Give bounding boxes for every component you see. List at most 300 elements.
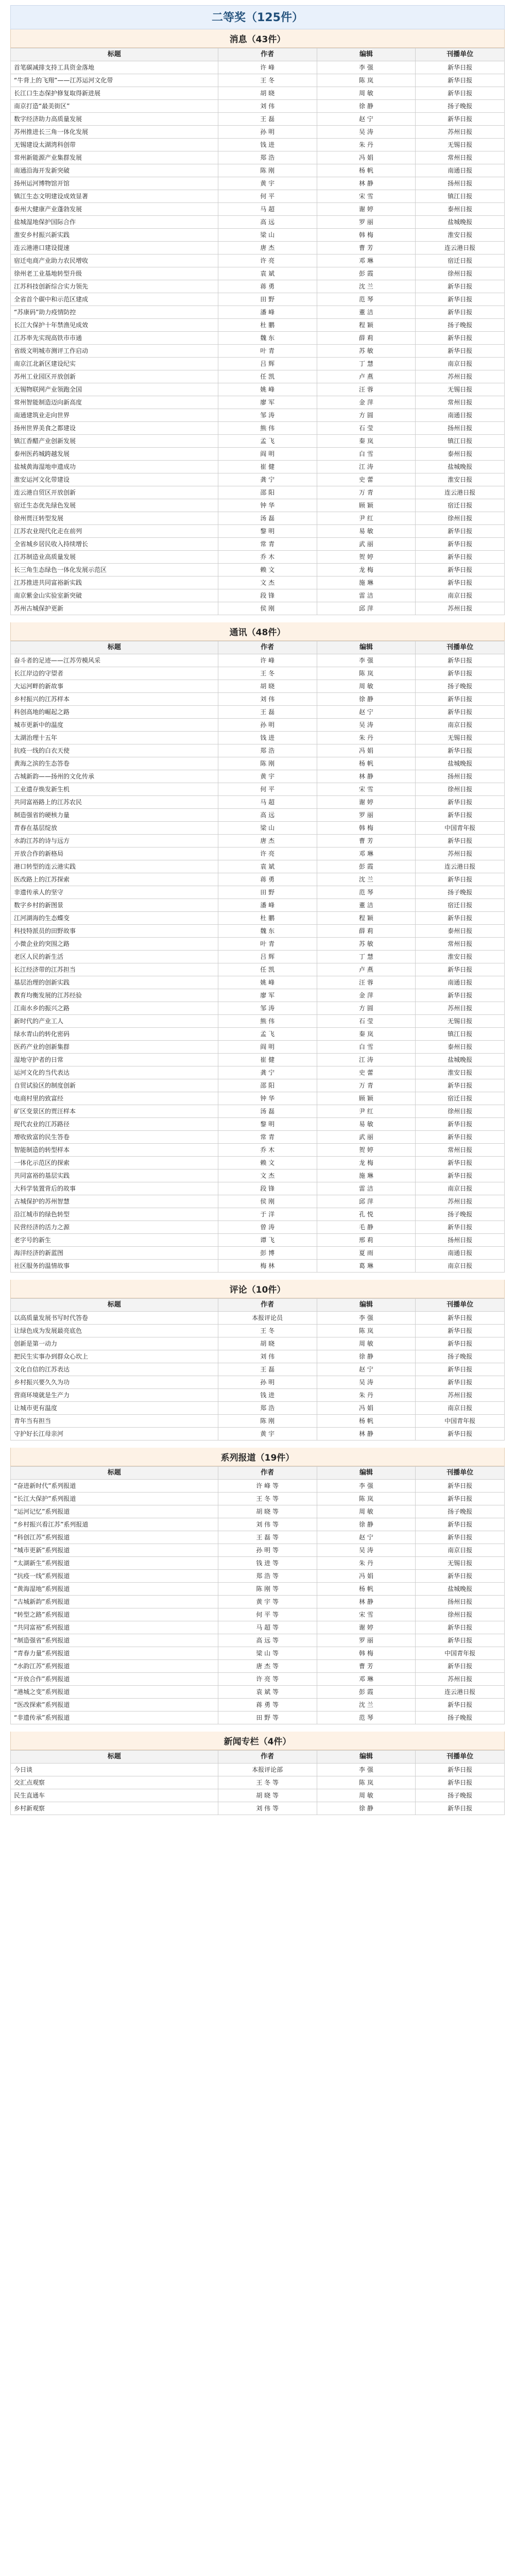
cell-author: 唐 杰 等: [218, 1660, 317, 1673]
cell-title: “太湖新生”系列报道: [11, 1557, 218, 1570]
cell-unit: 扬子晚报: [416, 1789, 505, 1802]
cell-editor: 易 敏: [317, 1118, 416, 1131]
table-row: [11, 242, 505, 255]
column-header-unit: 刊播单位: [416, 1467, 505, 1480]
cell-author: 马 超: [218, 203, 317, 216]
cell-author: 赖 文: [218, 564, 317, 577]
cell-author: 钱 进 等: [218, 1557, 317, 1570]
cell-unit: 新华日报: [416, 1312, 505, 1325]
cell-unit: 新华日报: [416, 1493, 505, 1505]
cell-editor: 范 琴: [317, 1711, 416, 1724]
cell-unit: 南通日报: [416, 976, 505, 989]
table-row: [11, 1480, 505, 1493]
cell-author: 姚 峰: [218, 976, 317, 989]
table-row: [11, 1221, 505, 1234]
column-header-title: 标题: [11, 1299, 218, 1312]
table-row: [11, 1002, 505, 1015]
cell-editor: 吴 涛: [317, 1544, 416, 1557]
cell-author: 孟 飞: [218, 1028, 317, 1041]
table-row: [11, 332, 505, 345]
award-table: [10, 1750, 505, 1815]
table-row: [11, 1079, 505, 1092]
table-row: [11, 126, 505, 139]
cell-unit: 新华日报: [416, 345, 505, 358]
cell-title: 医改路上的江苏探索: [11, 873, 218, 886]
table-row: [11, 319, 505, 332]
cell-editor: 邱 萍: [317, 1195, 416, 1208]
cell-title: 南通建筑业走向世界: [11, 409, 218, 422]
cell-author: 田 野: [218, 886, 317, 899]
cell-editor: 程 颖: [317, 319, 416, 332]
cell-unit: 新华日报: [416, 1221, 505, 1234]
cell-editor: 范 琴: [317, 293, 416, 306]
cell-title: 江南水乡的振兴之路: [11, 1002, 218, 1015]
table-row: [11, 87, 505, 100]
cell-editor: 武 丽: [317, 1131, 416, 1144]
cell-unit: 新华日报: [416, 280, 505, 293]
table-row: [11, 190, 505, 203]
table-row: [11, 1350, 505, 1363]
cell-title: 南通沿海开发新突破: [11, 164, 218, 177]
table-row: [11, 1789, 505, 1802]
cell-editor: 邓 琳: [317, 255, 416, 267]
table-row: [11, 1493, 505, 1505]
cell-unit: 盐城晚报: [416, 1054, 505, 1066]
table-row: [11, 267, 505, 280]
award-sections: [10, 29, 505, 1822]
cell-editor: 曹 芳: [317, 1660, 416, 1673]
cell-unit: 中国青年报: [416, 1647, 505, 1660]
cell-unit: 新华日报: [416, 1764, 505, 1776]
table-row: [11, 1182, 505, 1195]
table-header-row: [11, 641, 505, 654]
cell-title: 连云港港口建设提速: [11, 242, 218, 255]
cell-unit: 新华日报: [416, 667, 505, 680]
cell-unit: 新华日报: [416, 873, 505, 886]
cell-unit: 徐州日报: [416, 267, 505, 280]
table-row: [11, 551, 505, 564]
table-row: [11, 1570, 505, 1583]
cell-author: 高 远 等: [218, 1634, 317, 1647]
cell-title: 扬州运河博物馆开馆: [11, 177, 218, 190]
table-row: [11, 499, 505, 512]
cell-unit: 扬子晚报: [416, 680, 505, 693]
cell-title: 教育均衡发展的江苏经验: [11, 989, 218, 1002]
table-row: [11, 1105, 505, 1118]
cell-editor: 吴 涛: [317, 1376, 416, 1389]
cell-author: 刘 伟 等: [218, 1802, 317, 1815]
cell-author: 常 青: [218, 1131, 317, 1144]
cell-unit: 新华日报: [416, 1376, 505, 1389]
cell-author: 孙 明: [218, 126, 317, 139]
section-title: 系列报道（19件）: [10, 1448, 505, 1466]
cell-unit: 无锡日报: [416, 383, 505, 396]
cell-author: 刘 伟: [218, 100, 317, 113]
cell-author: 何 平 等: [218, 1608, 317, 1621]
cell-editor: 葛 琳: [317, 1260, 416, 1273]
cell-title: 共同富裕路上的江苏农民: [11, 796, 218, 809]
cell-author: 任 凯: [218, 370, 317, 383]
cell-title: 泰州医药城跨越发展: [11, 448, 218, 461]
cell-title: 民生直通车: [11, 1789, 218, 1802]
cell-title: 以高质量发展书写时代答卷: [11, 1312, 218, 1325]
cell-editor: 彭 霞: [317, 267, 416, 280]
cell-editor: 尹 红: [317, 1105, 416, 1118]
table-row: [11, 229, 505, 242]
cell-editor: 宋 雪: [317, 190, 416, 203]
cell-editor: 邱 萍: [317, 602, 416, 615]
cell-editor: 彭 霞: [317, 860, 416, 873]
cell-author: 熊 伟: [218, 422, 317, 435]
cell-editor: 石 莹: [317, 1015, 416, 1028]
table-row: [11, 113, 505, 126]
column-header-title: 标题: [11, 641, 218, 654]
cell-author: 梁 山: [218, 229, 317, 242]
cell-unit: 新华日报: [416, 706, 505, 719]
cell-title: 抗疫一线的白衣天使: [11, 744, 218, 757]
cell-editor: 曹 芳: [317, 835, 416, 848]
cell-author: 本报评论部: [218, 1764, 317, 1776]
cell-unit: 扬子晚报: [416, 1350, 505, 1363]
cell-author: 胡 晓: [218, 87, 317, 100]
cell-author: 邹 涛: [218, 1002, 317, 1015]
cell-author: 孙 明: [218, 719, 317, 732]
column-header-unit: 刊播单位: [416, 1751, 505, 1764]
cell-author: 高 远: [218, 809, 317, 822]
table-row: [11, 848, 505, 860]
cell-editor: 史 蕾: [317, 473, 416, 486]
table-row: [11, 409, 505, 422]
table-row: [11, 1531, 505, 1544]
cell-title: 乡村振兴的江苏样本: [11, 693, 218, 706]
table-row: [11, 1118, 505, 1131]
cell-author: 龚 宁: [218, 1066, 317, 1079]
cell-title: 守护好长江母亲河: [11, 1428, 218, 1440]
table-row: [11, 1428, 505, 1440]
cell-author: 蒋 勇: [218, 280, 317, 293]
cell-title: 绿水青山的转化密码: [11, 1028, 218, 1041]
cell-unit: 南通日报: [416, 409, 505, 422]
cell-author: 许 亮: [218, 255, 317, 267]
cell-editor: 沈 兰: [317, 280, 416, 293]
cell-unit: 镇江日报: [416, 435, 505, 448]
table-row: [11, 938, 505, 951]
cell-title: 大运河畔的新故事: [11, 680, 218, 693]
cell-unit: 新华日报: [416, 1337, 505, 1350]
cell-author: 文 杰: [218, 1170, 317, 1182]
cell-editor: 沈 兰: [317, 873, 416, 886]
cell-unit: 常州日报: [416, 938, 505, 951]
cell-unit: 常州日报: [416, 1144, 505, 1157]
table-row: [11, 1711, 505, 1724]
table-header-row: [11, 1467, 505, 1480]
cell-unit: 新华日报: [416, 551, 505, 564]
cell-unit: 扬子晚报: [416, 1711, 505, 1724]
cell-unit: 苏州日报: [416, 602, 505, 615]
cell-author: 孟 飞: [218, 435, 317, 448]
cell-editor: 谢 婷: [317, 203, 416, 216]
section-spacer: [10, 1724, 505, 1732]
cell-editor: 施 琳: [317, 577, 416, 589]
table-row: [11, 435, 505, 448]
cell-author: 钱 进: [218, 139, 317, 151]
table-row: [11, 1195, 505, 1208]
cell-title: 现代农业的江苏路径: [11, 1118, 218, 1131]
cell-author: 于 洋: [218, 1208, 317, 1221]
cell-title: 奋斗者的足迹——江苏劳模风采: [11, 654, 218, 667]
cell-author: 孙 明 等: [218, 1544, 317, 1557]
table-row: [11, 1015, 505, 1028]
cell-unit: 新华日报: [416, 796, 505, 809]
cell-title: “转型之路”系列报道: [11, 1608, 218, 1621]
cell-title: 电商村里的致富经: [11, 1092, 218, 1105]
table-row: [11, 1583, 505, 1596]
cell-editor: 万 青: [317, 486, 416, 499]
cell-title: 让绿色成为发展最亮底色: [11, 1325, 218, 1337]
cell-title: 无锡建设太湖湾科创带: [11, 139, 218, 151]
cell-author: 王 冬: [218, 74, 317, 87]
cell-editor: 周 敏: [317, 1789, 416, 1802]
cell-unit: 盐城晚报: [416, 757, 505, 770]
table-row: [11, 177, 505, 190]
table-row: [11, 203, 505, 216]
section-title: 通讯（48件）: [10, 622, 505, 641]
cell-unit: 扬子晚报: [416, 886, 505, 899]
column-header-unit: 刊播单位: [416, 641, 505, 654]
cell-author: 黎 明: [218, 525, 317, 538]
cell-author: 吕 辉: [218, 951, 317, 963]
table-row: [11, 486, 505, 499]
cell-author: 许 亮: [218, 848, 317, 860]
cell-editor: 卢 燕: [317, 963, 416, 976]
cell-title: 运河文化的当代表达: [11, 1066, 218, 1079]
cell-editor: 陈 岚: [317, 1493, 416, 1505]
column-header-title: 标题: [11, 48, 218, 61]
cell-unit: 苏州日报: [416, 1195, 505, 1208]
cell-title: 苏州古城保护更新: [11, 602, 218, 615]
table-row: [11, 693, 505, 706]
cell-author: 马 超: [218, 796, 317, 809]
cell-editor: 徐 静: [317, 1350, 416, 1363]
table-row: [11, 1402, 505, 1415]
cell-unit: 南京日报: [416, 1402, 505, 1415]
cell-unit: 新华日报: [416, 113, 505, 126]
cell-unit: 新华日报: [416, 564, 505, 577]
cell-editor: 赵 宁: [317, 113, 416, 126]
cell-author: 侯 刚: [218, 602, 317, 615]
cell-unit: 无锡日报: [416, 139, 505, 151]
cell-unit: 新华日报: [416, 1118, 505, 1131]
table-row: [11, 822, 505, 835]
cell-editor: 林 静: [317, 177, 416, 190]
table-row: [11, 951, 505, 963]
column-header-title: 标题: [11, 1751, 218, 1764]
cell-unit: 新华日报: [416, 538, 505, 551]
cell-author: 郑 浩 等: [218, 1570, 317, 1583]
cell-unit: 南京日报: [416, 1260, 505, 1273]
cell-unit: 扬州日报: [416, 177, 505, 190]
cell-editor: 冯 娟: [317, 151, 416, 164]
table-row: [11, 1544, 505, 1557]
table-row: [11, 989, 505, 1002]
cell-editor: 冯 娟: [317, 1570, 416, 1583]
cell-author: 高 远: [218, 216, 317, 229]
cell-author: 邵 阳: [218, 1079, 317, 1092]
table-row: [11, 1144, 505, 1157]
cell-title: “运河记忆”系列报道: [11, 1505, 218, 1518]
cell-title: 长江岸边的守望者: [11, 667, 218, 680]
cell-unit: 新华日报: [416, 1428, 505, 1440]
cell-editor: 宋 雪: [317, 1608, 416, 1621]
cell-unit: 新华日报: [416, 1802, 505, 1815]
cell-title: 宿迁电商产业助力农民增收: [11, 255, 218, 267]
cell-title: 古城保护的苏州智慧: [11, 1195, 218, 1208]
cell-title: 沿江城市的绿色转型: [11, 1208, 218, 1221]
table-row: [11, 448, 505, 461]
cell-unit: 新华日报: [416, 1157, 505, 1170]
cell-editor: 毛 静: [317, 1221, 416, 1234]
cell-editor: 施 琳: [317, 1170, 416, 1182]
column-header-author: 作者: [218, 1299, 317, 1312]
section-spacer: [10, 615, 505, 622]
table-row: [11, 293, 505, 306]
cell-author: 梁 山 等: [218, 1647, 317, 1660]
cell-unit: 泰州日报: [416, 448, 505, 461]
table-row: [11, 1208, 505, 1221]
cell-editor: 夏 雨: [317, 1247, 416, 1260]
table-row: [11, 512, 505, 525]
cell-editor: 林 静: [317, 1596, 416, 1608]
cell-author: 袁 斌 等: [218, 1686, 317, 1699]
cell-title: 盐城湿地保护国际合作: [11, 216, 218, 229]
table-row: [11, 1312, 505, 1325]
cell-editor: 武 丽: [317, 538, 416, 551]
cell-editor: 李 强: [317, 1764, 416, 1776]
cell-title: 苏州工业园区开放创新: [11, 370, 218, 383]
cell-unit: 苏州日报: [416, 1389, 505, 1402]
cell-title: 创新是第一动力: [11, 1337, 218, 1350]
cell-title: “长江大保护”系列报道: [11, 1493, 218, 1505]
cell-author: 孙 明: [218, 1376, 317, 1389]
cell-unit: 南京日报: [416, 719, 505, 732]
cell-unit: 新华日报: [416, 525, 505, 538]
table-row: [11, 835, 505, 848]
table-row: [11, 1505, 505, 1518]
cell-unit: 常州日报: [416, 151, 505, 164]
cell-editor: 石 莹: [317, 422, 416, 435]
cell-title: 全省城乡居民收入持续增长: [11, 538, 218, 551]
cell-title: 矿区变景区的贾汪样本: [11, 1105, 218, 1118]
cell-unit: 淮安日报: [416, 473, 505, 486]
cell-title: 海洋经济的新蓝图: [11, 1247, 218, 1260]
cell-unit: 苏州日报: [416, 126, 505, 139]
table-row: [11, 74, 505, 87]
cell-unit: 新华日报: [416, 835, 505, 848]
cell-title: 南京紫金山实验室新突破: [11, 589, 218, 602]
cell-author: 王 冬: [218, 667, 317, 680]
cell-title: 泰州大健康产业蓬勃发展: [11, 203, 218, 216]
cell-title: 长江经济带的江苏担当: [11, 963, 218, 976]
table-row: [11, 1157, 505, 1170]
table-row: [11, 1041, 505, 1054]
cell-title: 智能制造的转型样本: [11, 1144, 218, 1157]
table-row: [11, 654, 505, 667]
cell-title: 交汇点观察: [11, 1776, 218, 1789]
cell-title: “抗疫一线”系列报道: [11, 1570, 218, 1583]
cell-title: 苏州推进长三角一体化发展: [11, 126, 218, 139]
cell-editor: 李 强: [317, 654, 416, 667]
cell-unit: 淮安日报: [416, 1066, 505, 1079]
cell-editor: 陈 岚: [317, 667, 416, 680]
cell-title: 开放合作的新格局: [11, 848, 218, 860]
cell-unit: 南通日报: [416, 164, 505, 177]
cell-title: 南京打造“最美街区”: [11, 100, 218, 113]
cell-author: 黄 宇: [218, 770, 317, 783]
cell-editor: 白 雪: [317, 448, 416, 461]
cell-title: 老字号的新生: [11, 1234, 218, 1247]
cell-author: 王 冬 等: [218, 1776, 317, 1789]
table-row: [11, 345, 505, 358]
cell-unit: 连云港日报: [416, 486, 505, 499]
cell-editor: 董 洁: [317, 899, 416, 912]
cell-editor: 徐 静: [317, 100, 416, 113]
cell-author: 魏 东: [218, 925, 317, 938]
page-title: 二等奖（125件）: [10, 5, 505, 29]
cell-unit: 新华日报: [416, 912, 505, 925]
cell-editor: 朱 丹: [317, 139, 416, 151]
cell-unit: 徐州日报: [416, 783, 505, 796]
cell-title: 徐州贾汪转型发展: [11, 512, 218, 525]
table-row: [11, 860, 505, 873]
table-row: [11, 976, 505, 989]
cell-unit: 无锡日报: [416, 1015, 505, 1028]
cell-unit: 苏州日报: [416, 370, 505, 383]
table-row: [11, 461, 505, 473]
cell-editor: 韩 梅: [317, 822, 416, 835]
cell-title: 长江口生态保护修复取得新进展: [11, 87, 218, 100]
cell-title: 社区服务的温情故事: [11, 1260, 218, 1273]
table-row: [11, 1092, 505, 1105]
cell-author: 乔 木: [218, 551, 317, 564]
cell-author: 钟 华: [218, 1092, 317, 1105]
cell-editor: 孔 悦: [317, 1208, 416, 1221]
cell-unit: 扬州日报: [416, 770, 505, 783]
cell-title: “开放合作”系列报道: [11, 1673, 218, 1686]
cell-unit: 新华日报: [416, 963, 505, 976]
cell-unit: 新华日报: [416, 654, 505, 667]
cell-author: 黄 宇: [218, 1428, 317, 1440]
table-header-row: [11, 1299, 505, 1312]
cell-title: “城市更新”系列报道: [11, 1544, 218, 1557]
cell-editor: 周 敏: [317, 87, 416, 100]
column-header-author: 作者: [218, 1467, 317, 1480]
column-header-unit: 刊播单位: [416, 48, 505, 61]
table-row: [11, 538, 505, 551]
cell-author: 姚 峰: [218, 383, 317, 396]
cell-unit: 淮安日报: [416, 951, 505, 963]
cell-editor: 谢 婷: [317, 796, 416, 809]
table-row: [11, 1518, 505, 1531]
cell-author: 许 峰: [218, 61, 317, 74]
table-row: [11, 925, 505, 938]
cell-title: 黄海之滨的生态答卷: [11, 757, 218, 770]
cell-title: 港口转型的连云港实践: [11, 860, 218, 873]
cell-title: 老区人民的新生活: [11, 951, 218, 963]
cell-editor: 杨 帆: [317, 757, 416, 770]
cell-author: 曾 涛: [218, 1221, 317, 1234]
cell-author: 汤 磊: [218, 1105, 317, 1118]
cell-author: 刘 伟: [218, 1350, 317, 1363]
